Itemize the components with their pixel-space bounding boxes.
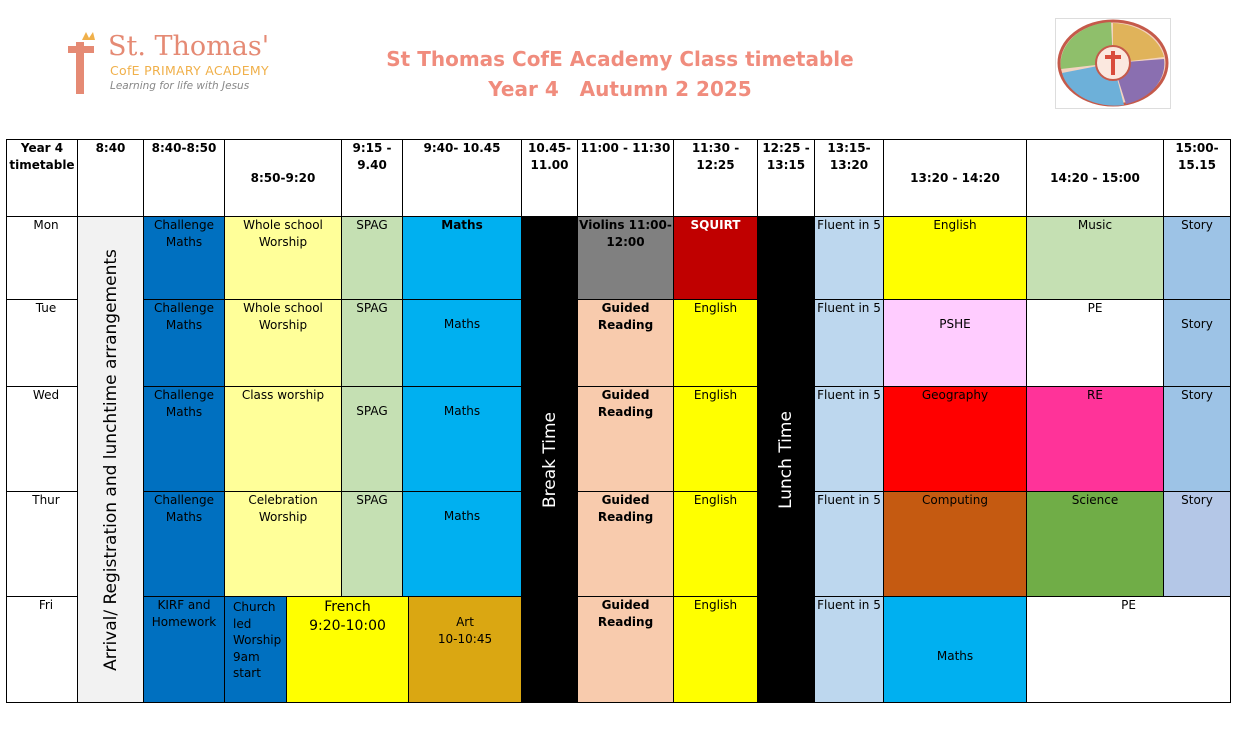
header-cell: Year 4 timetable: [7, 140, 78, 217]
day-label: Wed: [7, 387, 78, 492]
lesson-cell: Whole school Worship: [225, 217, 342, 300]
lesson-cell: Fluent in 5: [815, 217, 884, 300]
lesson-cell: Story: [1164, 492, 1231, 597]
lesson-cell: PSHE: [884, 300, 1027, 387]
header-cell: 8:50-9:20: [225, 140, 342, 217]
table-row-mon: [7, 217, 1231, 300]
arrival-cell: [78, 217, 144, 703]
lesson-cell: Guided Reading: [578, 300, 674, 387]
school-name: St. Thomas': [108, 31, 270, 62]
lesson-cell: Maths: [403, 492, 522, 597]
lesson-cell: English: [674, 492, 758, 597]
day-label: Thur: [7, 492, 78, 597]
lesson-cell: Violins 11:00-12:00: [578, 217, 674, 300]
lesson-cell: Class worship: [225, 387, 342, 492]
art-lesson: [409, 597, 521, 702]
school-tagline: Learning for life with Jesus: [110, 80, 250, 92]
arrival-label: Arrival/ Registration and lunchtime arrangements: [100, 248, 121, 671]
lesson-cell: RE: [1027, 387, 1164, 492]
school-logo: [68, 28, 298, 98]
header-cell: 8:40: [78, 140, 144, 217]
lesson-cell: SPAG: [342, 300, 403, 387]
break-cell: [522, 217, 578, 703]
lesson-cell: Story: [1164, 217, 1231, 300]
header-cell: 13:20 - 14:20: [884, 140, 1027, 217]
lesson-cell: Guided Reading: [578, 492, 674, 597]
lesson-cell: Fluent in 5: [815, 300, 884, 387]
header-cell: 8:40-8:50: [144, 140, 225, 217]
lesson-cell: Maths: [403, 387, 522, 492]
lesson-cell: English: [674, 387, 758, 492]
lesson-cell: Church led Worship 9am start: [225, 597, 287, 702]
lesson-cell: KIRF and Homework: [144, 597, 225, 703]
crest-icon: [1056, 19, 1170, 108]
lesson-cell: Challenge Maths: [144, 492, 225, 597]
day-label: Mon: [7, 217, 78, 300]
lesson-cell: Guided Reading: [578, 597, 674, 703]
header-cell: 9:40- 10.45: [403, 140, 522, 217]
lesson-cell: SPAG: [342, 217, 403, 300]
header-cell: 10.45- 11.00: [522, 140, 578, 217]
lunch-label: Lunch Time: [775, 410, 796, 509]
friday-morning-cell: [225, 597, 522, 703]
lesson-cell: Guided Reading: [578, 387, 674, 492]
lesson-cell: Celebration Worship: [225, 492, 342, 597]
lesson-cell: English: [674, 300, 758, 387]
lunch-cell: [758, 217, 815, 703]
lesson-cell: Science: [1027, 492, 1164, 597]
lesson-cell: English: [884, 217, 1027, 300]
header-cell: 15:00- 15.15: [1164, 140, 1231, 217]
school-subtitle: CofE PRIMARY ACADEMY: [110, 63, 269, 78]
break-label: Break Time: [539, 411, 560, 508]
day-label: Fri: [7, 597, 78, 703]
lesson-cell: Story: [1164, 300, 1231, 387]
day-label: Tue: [7, 300, 78, 387]
header-cell: 9:15 - 9.40: [342, 140, 403, 217]
timetable: [6, 139, 1231, 703]
header-cell: 11:00 - 11:30: [578, 140, 674, 217]
lesson-cell: PE: [1027, 300, 1164, 387]
lesson-cell: Maths: [884, 597, 1027, 703]
page-subtitle: Year 4 Autumn 2 2025: [488, 77, 752, 101]
table-row-thu: [7, 492, 1231, 597]
lesson-cell: Challenge Maths: [144, 387, 225, 492]
header-row: [7, 140, 1231, 217]
french-lesson: [287, 597, 409, 702]
lesson-cell: Fluent in 5: [815, 597, 884, 703]
header-cell: 12:25 - 13:15: [758, 140, 815, 217]
cross-logo-icon: [68, 28, 108, 98]
lesson-cell: Music: [1027, 217, 1164, 300]
header-cell: 11:30 - 12:25: [674, 140, 758, 217]
lesson-cell: Maths: [403, 217, 522, 300]
school-crest: [1055, 18, 1171, 109]
lesson-cell: Challenge Maths: [144, 217, 225, 300]
header-cell: 13:15- 13:20: [815, 140, 884, 217]
lesson-cell: PE: [1027, 597, 1231, 703]
lesson-cell: SPAG: [342, 492, 403, 597]
lesson-cell: Challenge Maths: [144, 300, 225, 387]
lesson-time: 9:20-10:00: [309, 618, 386, 634]
lesson-title: Art: [456, 615, 474, 629]
header-cell: 14:20 - 15:00: [1027, 140, 1164, 217]
lesson-title: French: [324, 599, 371, 615]
lesson-cell: Geography: [884, 387, 1027, 492]
table-row-tue: [7, 300, 1231, 387]
lesson-cell: SQUIRT: [674, 217, 758, 300]
lesson-cell: Story: [1164, 387, 1231, 492]
lesson-cell: Fluent in 5: [815, 492, 884, 597]
table-row-fri: [7, 597, 1231, 703]
lesson-time: 10-10:45: [437, 631, 493, 646]
lesson-cell: Computing: [884, 492, 1027, 597]
page-title: St Thomas CofE Academy Class timetable: [386, 47, 854, 71]
table-row-wed: [7, 387, 1231, 492]
lesson-cell: English: [674, 597, 758, 703]
lesson-cell: SPAG: [342, 387, 403, 492]
lesson-cell: Maths: [403, 300, 522, 387]
lesson-cell: Fluent in 5: [815, 387, 884, 492]
lesson-cell: Whole school Worship: [225, 300, 342, 387]
